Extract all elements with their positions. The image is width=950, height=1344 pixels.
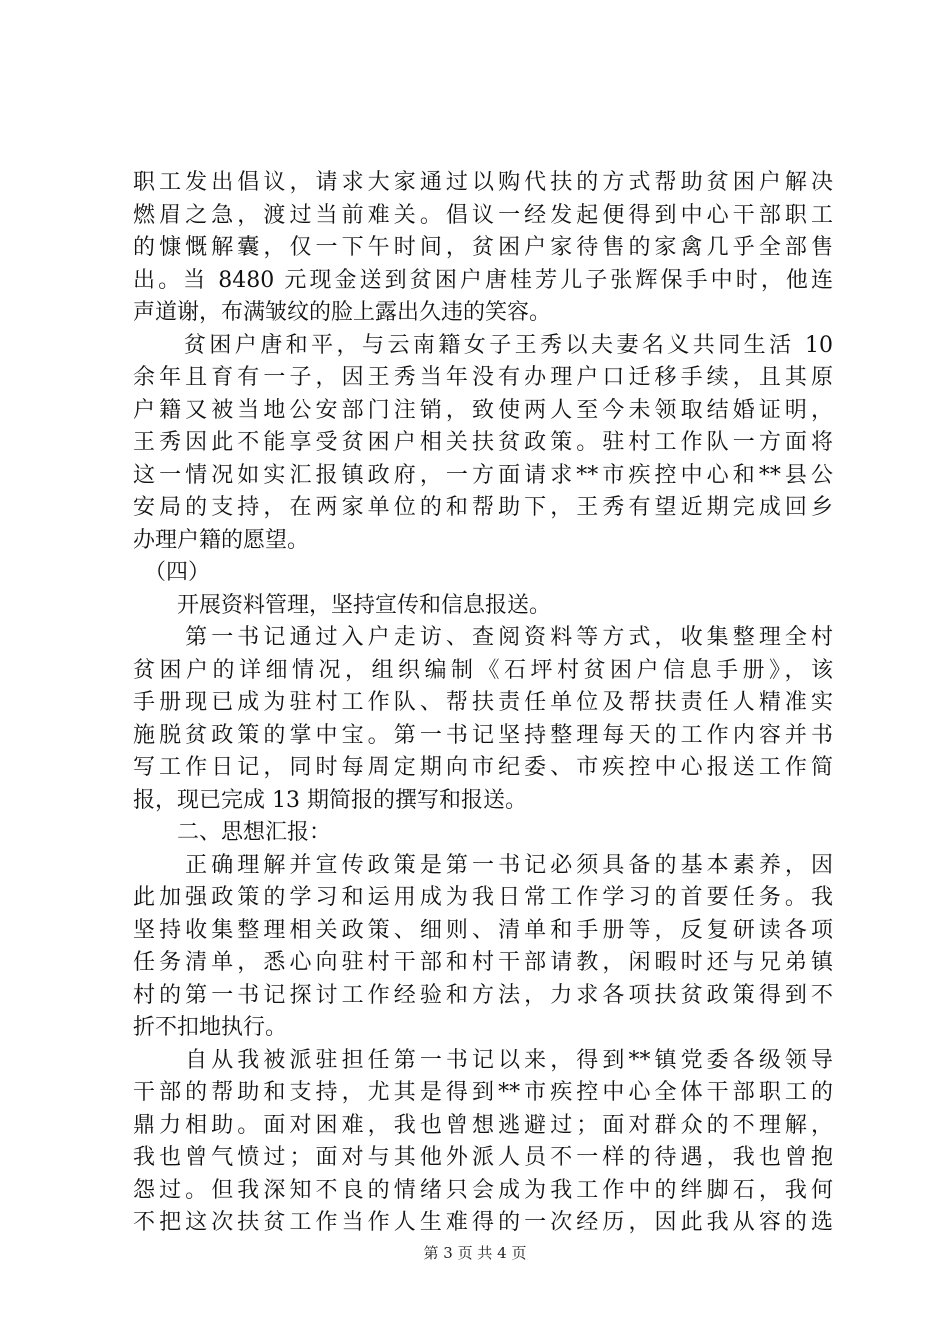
text-line: 干部的帮助和支持，尤其是得到**市疾控中心全体干部职工的 [133, 1080, 833, 1105]
text-line: 鼎力相助。面对困难，我也曾想逃避过；面对群众的不理解， [133, 1112, 833, 1138]
document-body [133, 167, 833, 1240]
text-line: 坚持收集整理相关政策、细则、清单和手册等，反复研读各项 [133, 917, 833, 943]
text-line: 燃眉之急，渡过当前难关。倡议一经发起便得到中心干部职工 [133, 202, 833, 228]
text-line: 户籍又被当地公安部门注销，致使两人至今未领取结婚证明， [133, 397, 833, 423]
text-line: 正确理解并宣传政策是第一书记必须具备的基本素养，因 [133, 852, 833, 878]
text-line: 的慷慨解囊，仅一下午时间，贫困户家待售的家禽几乎全部售 [133, 235, 833, 260]
text-line: 职工发出倡议，请求大家通过以购代扶的方式帮助贫困户解决 [133, 170, 833, 195]
text-line: 折不扣地执行。 [133, 1015, 288, 1040]
text-line: 贫困户的详细情况，组织编制《石坪村贫困户信息手册》，该 [133, 657, 833, 683]
text-line: 安局的支持，在两家单位的和帮助下，王秀有望近期完成回乡 [133, 495, 833, 520]
text-line: （四） [133, 560, 211, 585]
text-line: 此加强政策的学习和运用成为我日常工作学习的首要任务。我 [133, 885, 833, 910]
text-line: 余年且育有一子，因王秀当年没有办理户口迁移手续，且其原 [133, 365, 833, 390]
text-line: 第一书记通过入户走访、查阅资料等方式，收集整理全村 [133, 625, 833, 650]
text-line: 手册现已成为驻村工作队、帮扶责任单位及帮扶责任人精准实 [133, 690, 833, 715]
text-line: 王秀因此不能享受贫困户相关扶贫政策。驻村工作队一方面将 [133, 430, 833, 455]
text-line: 贫困户唐和平，与云南籍女子王秀以夫妻名义共同生活 10 [133, 332, 833, 358]
text-line: 报，现已完成 13 期简报的撰写和报送。 [133, 787, 527, 813]
page-footer: 第 3 页 共 4 页 [423, 1244, 527, 1262]
text-line: 写工作日记，同时每周定期向市纪委、市疾控中心报送工作简 [133, 755, 833, 780]
text-line: 不把这次扶贫工作当作人生难得的一次经历，因此我从容的选 [133, 1210, 833, 1235]
text-line: 自从我被派驻担任第一书记以来，得到**镇党委各级领导 [133, 1047, 833, 1073]
text-line: 我也曾气愤过；面对与其他外派人员不一样的待遇，我也曾抱 [133, 1145, 833, 1170]
text-line: 怨过。但我深知不良的情绪只会成为我工作中的绊脚石，我何 [133, 1177, 833, 1203]
text-line: 村的第一书记探讨工作经验和方法，力求各项扶贫政策得到不 [133, 982, 833, 1008]
text-line: 办理户籍的愿望。 [133, 527, 310, 553]
text-line: 声道谢，布满皱纹的脸上露出久违的笑容。 [133, 300, 552, 325]
text-line: 开展资料管理，坚持宣传和信息报送。 [133, 592, 552, 618]
text-line: 施脱贫政策的掌中宝。第一书记坚持整理每天的工作内容并书 [133, 722, 833, 748]
text-line: 这一情况如实汇报镇政府，一方面请求**市疾控中心和**县公 [133, 462, 833, 488]
text-line: 出。当 8480 元现金送到贫困户唐桂芳儿子张辉保手中时，他连 [133, 267, 833, 293]
text-line: 二、思想汇报： [133, 820, 332, 845]
text-line: 任务清单，悉心向驻村干部和村干部请教，闲暇时还与兄弟镇 [133, 950, 833, 975]
